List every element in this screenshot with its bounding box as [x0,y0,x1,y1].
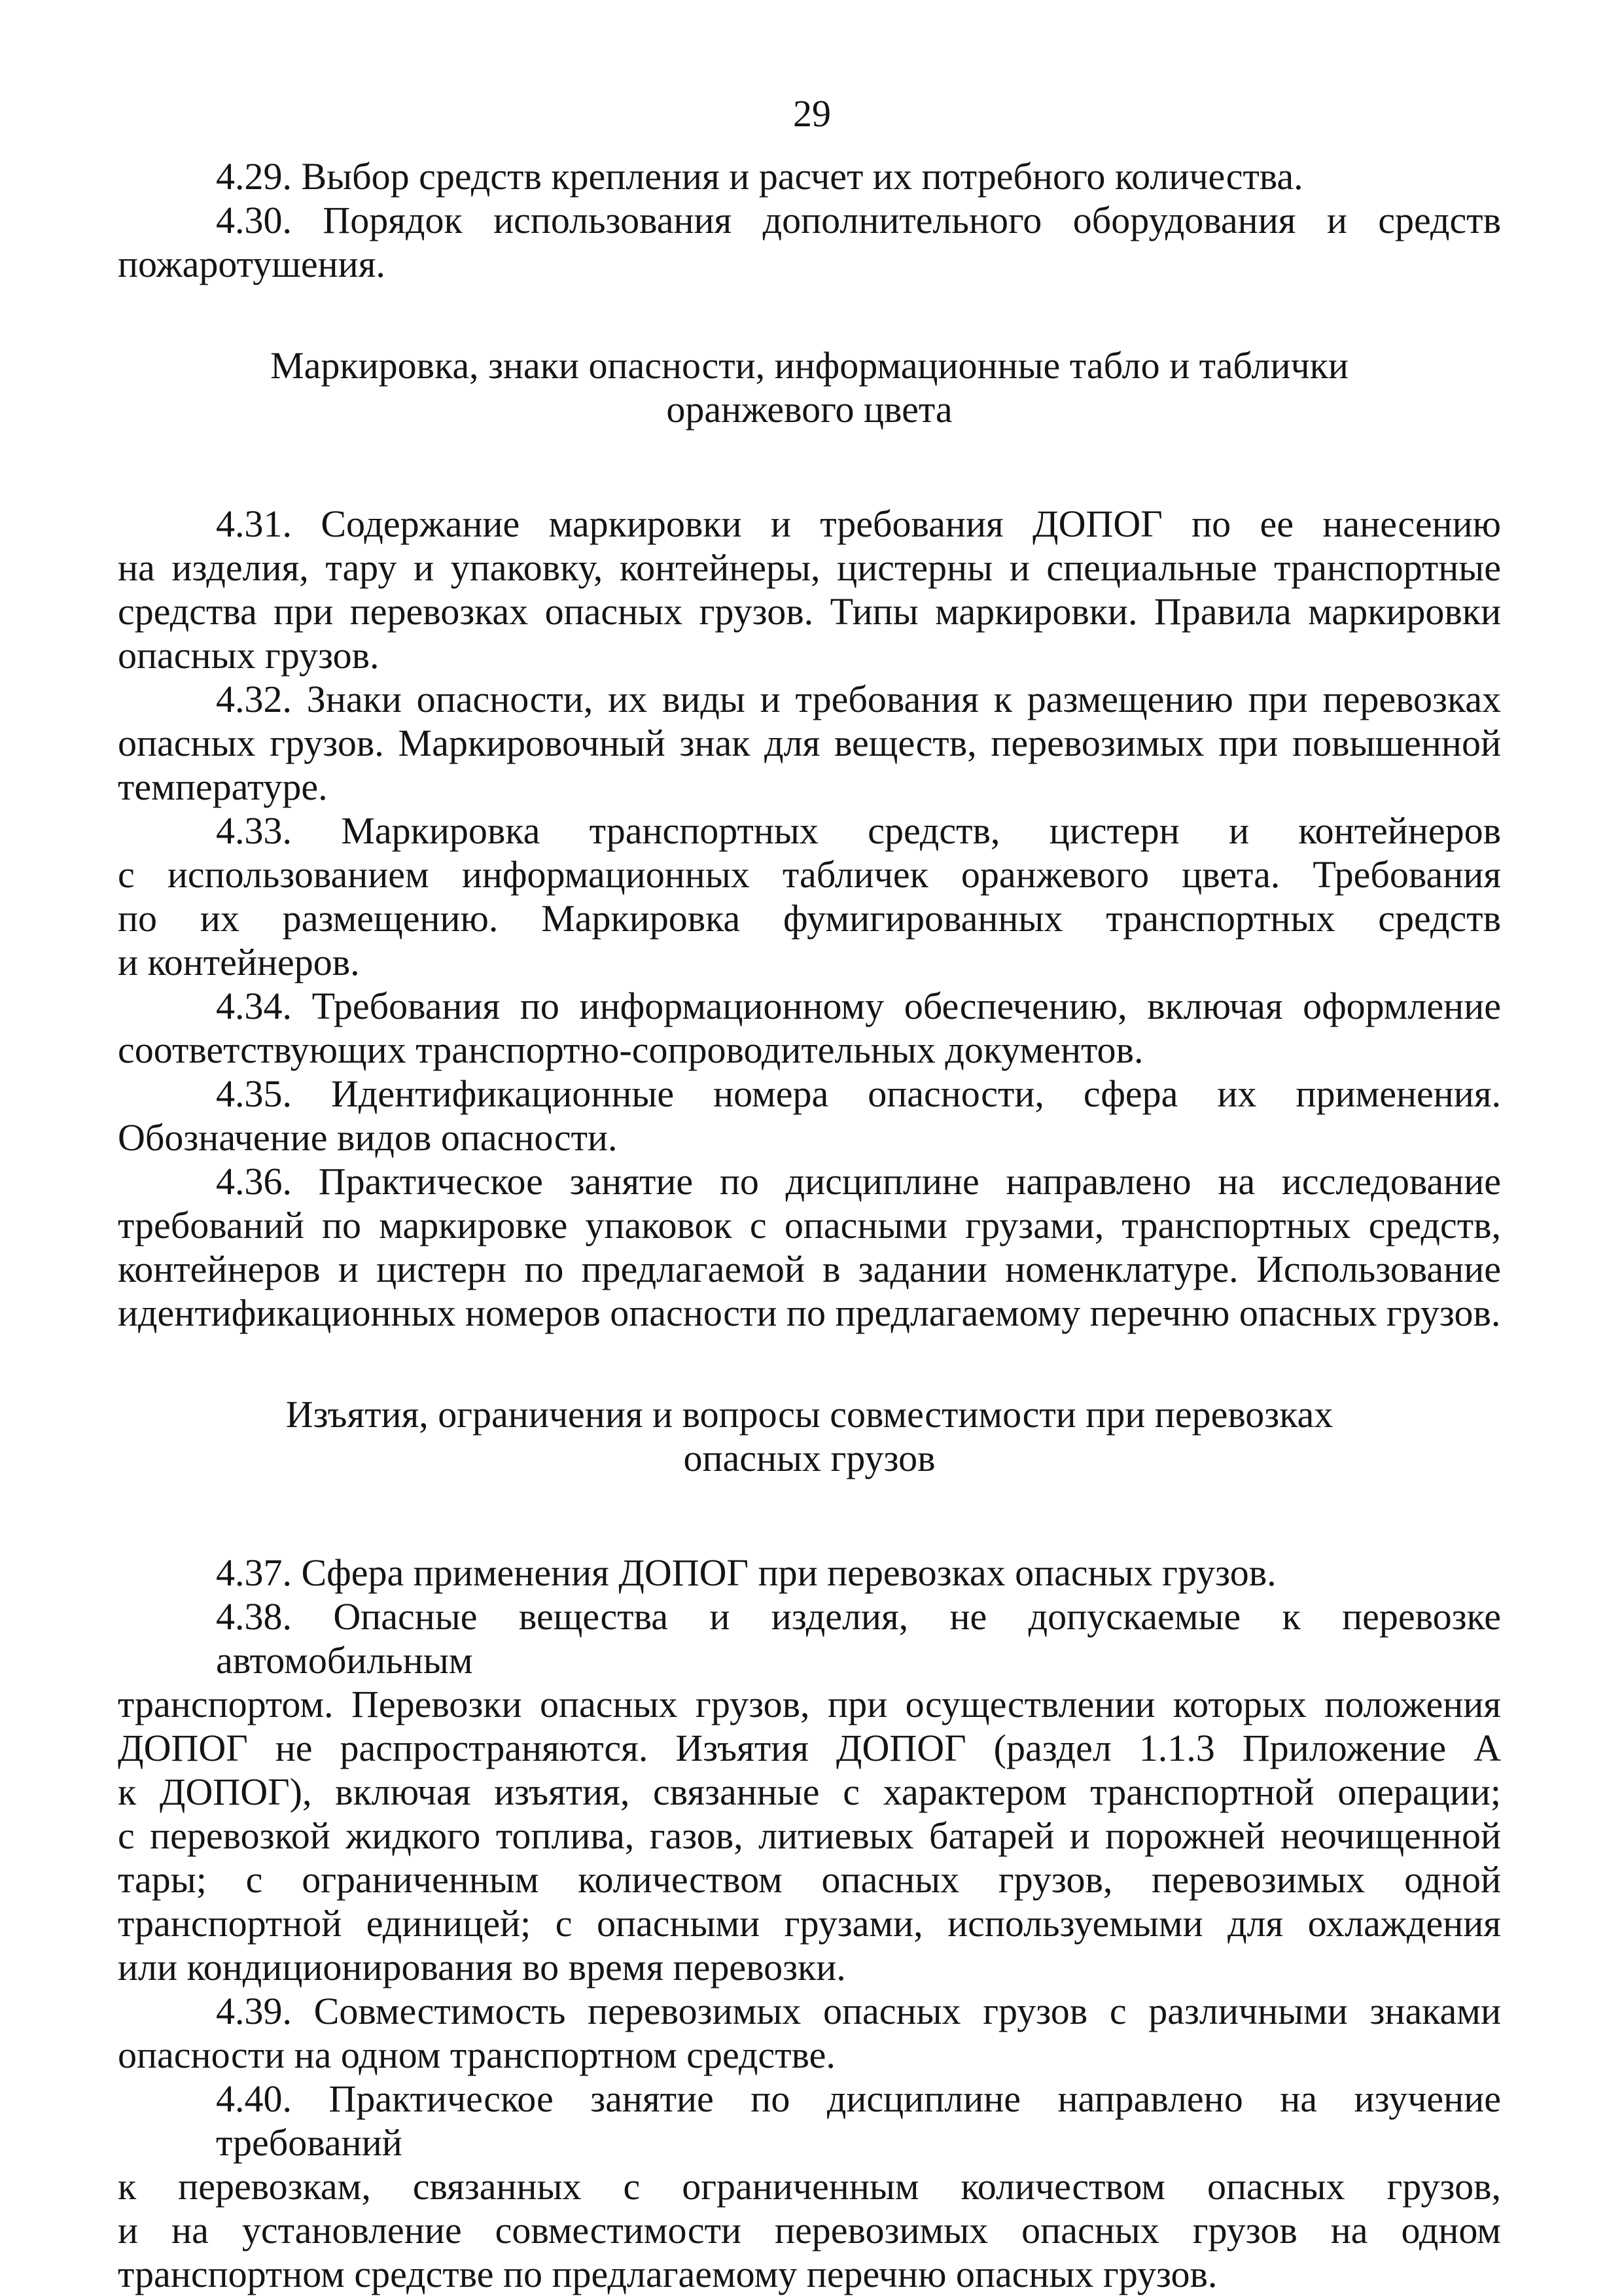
text-line: к перевозкам, связанных с ограниченным количеством опасных грузов, [118,2165,1501,2208]
text-line: 4.36. Практическое занятие по дисциплине направлено на исследование [216,1160,1501,1203]
paragraph [118,502,1501,677]
section-heading [118,1392,1501,1480]
document-body [118,154,1501,2296]
text-line: опасности на одном транспортном средстве. [118,2034,836,2076]
paragraph [118,154,1501,198]
text-line: 4.35. Идентификационные номера опасности, сфера их применения. [216,1072,1501,1115]
text-line: и на установление совместимости перевозимых опасных грузов на одном [118,2209,1501,2252]
text-line: 4.38. Опасные вещества и изделия, не допускаемые к перевозке автомобильным [216,1595,1501,1682]
text-line: с использованием информационных табличек оранжевого цвета. Требования [118,853,1501,896]
paragraph [118,1595,1501,1989]
text-line: к ДОПОГ), включая изъятия, связанные с характером транспортной операции; [118,1771,1501,1813]
paragraph [118,1551,1501,1595]
text-line: 4.34. Требования по информационному обеспечению, включая оформление [216,985,1501,1027]
heading-line: опасных грузов [683,1437,936,1479]
text-line: температуре. [118,766,328,808]
text-line: и контейнеров. [118,941,360,983]
text-line: 4.29. Выбор средств крепления и расчет их потребного количества. [216,155,1303,198]
text-line: с перевозкой жидкого топлива, газов, литиевых батарей и порожней неочищенной [118,1814,1501,1857]
text-line: 4.32. Знаки опасности, их виды и требования к размещению при перевозках [216,678,1501,720]
text-line: Обозначение видов опасности. [118,1116,618,1159]
text-line: по их размещению. Маркировка фумигированных транспортных средств [118,897,1501,940]
heading-line: Изъятия, ограничения и вопросы совместимости при перевозках [285,1393,1333,1436]
paragraph [118,1989,1501,2077]
paragraph [118,2077,1501,2296]
text-line: транспортном средстве по предлагаемому перечню опасных грузов. [118,2253,1218,2295]
text-line: транспортом. Перевозки опасных грузов, при осуществлении которых положения [118,1683,1501,1725]
text-line: 4.37. Сфера применения ДОПОГ при перевозках опасных грузов. [216,1551,1277,1594]
page-number: 29 [793,92,831,135]
text-line: ДОПОГ не распространяются. Изъятия ДОПОГ (раздел 1.1.3 Приложение А [118,1727,1501,1769]
text-line: или кондиционирования во время перевозки. [118,1946,846,1988]
text-line: 4.39. Совместимость перевозимых опасных грузов с различными знаками [216,1990,1501,2032]
text-line: идентификационных номеров опасности по предлагаемому перечню опасных грузов. [118,1292,1501,1334]
paragraph [118,677,1501,809]
paragraph [118,809,1501,984]
text-line: на изделия, тару и упаковку, контейнеры, цистерны и специальные транспортные [118,546,1501,589]
paragraph [118,198,1501,286]
text-line: 4.33. Маркировка транспортных средств, цистерн и контейнеров [216,809,1501,852]
text-line: контейнеров и цистерн по предлагаемой в задании номенклатуре. Использование [118,1248,1501,1290]
heading-line: Маркировка, знаки опасности, информационные табло и таблички [270,344,1349,387]
text-line: тары; с ограниченным количеством опасных грузов, перевозимых одной [118,1858,1501,1901]
section-heading [118,344,1501,431]
text-line: 4.40. Практическое занятие по дисциплине направлено на изучение требований [216,2077,1501,2164]
text-line: транспортной единицей; с опасными грузами, используемыми для охлаждения [118,1902,1501,1945]
text-line: средства при перевозках опасных грузов. Типы маркировки. Правила маркировки [118,590,1501,633]
text-line: требований по маркировке упаковок с опасными грузами, транспортных средств, [118,1204,1501,1246]
text-line: 4.31. Содержание маркировки и требования ДОПОГ по ее нанесению [216,503,1501,545]
heading-line: оранжевого цвета [666,388,953,431]
paragraph [118,984,1501,1072]
text-line: соответствующих транспортно-сопроводительных документов. [118,1029,1144,1071]
text-line: 4.30. Порядок использования дополнительного оборудования и средств [216,199,1501,241]
paragraph [118,1159,1501,1335]
text-line: опасных грузов. [118,634,380,677]
paragraph [118,1072,1501,1159]
text-line: опасных грузов. Маркировочный знак для веществ, перевозимых при повышенной [118,722,1501,764]
text-line: пожаротушения. [118,243,385,285]
